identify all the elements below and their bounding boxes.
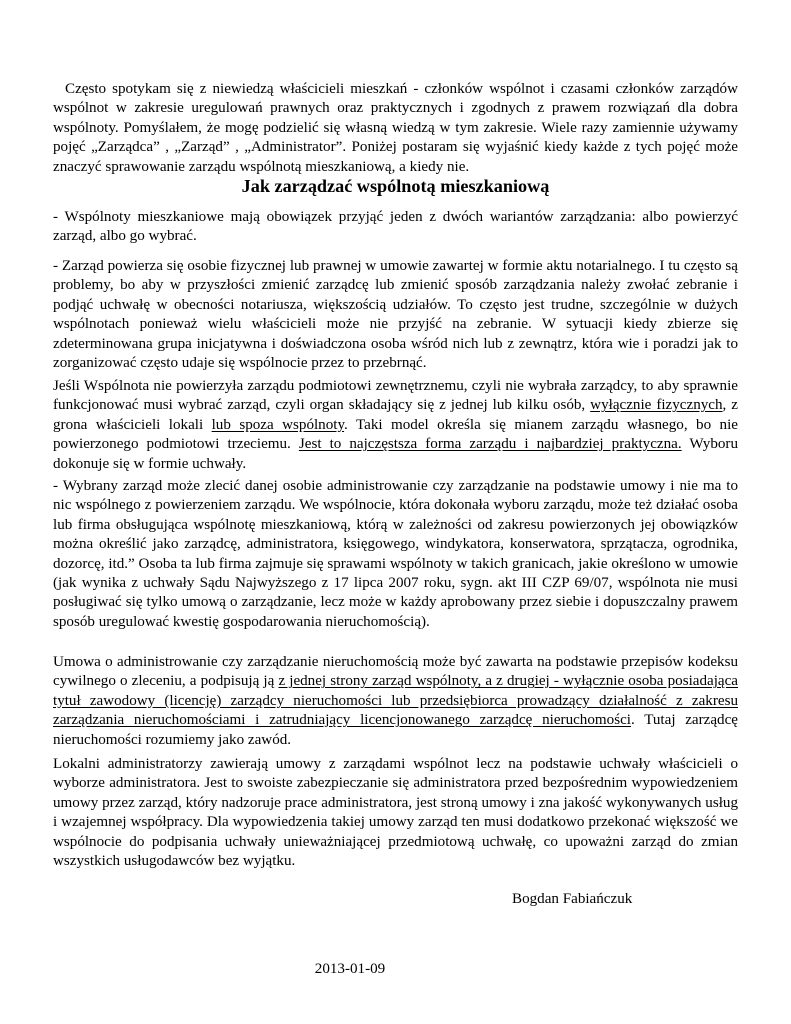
intro-paragraph: Często spotykam się z niewiedzą właścicieli mieszkań - członków wspólnot i czasami członków zarządów wspólnot w zakresie uregulowań prawnych oraz praktycznych i zgodnych z prawem rozwiązań dla dobra wspólnoty. Pomyślałem, że mogę podzielić się własną wiedzą w tym zakresie. Wiele razy zamiennie używamy pojęć „Zarządca” , „Zarząd” , „Administrator”. Poniżej postaram się wyjaśnić kiedy każde z tych pojęć może znaczyć sprawowanie zarządu wspólnotą mieszkaniową, a kiedy nie. — [53, 81, 738, 175]
underlined-text: z jednej strony zarząd wspólnoty, a z drugiej - wyłącznie osoba posiadająca tytuł zawodowy (licencję) zarządcy nieruchomości lub przedsiębiorca prowadzący działalność z zakresu zarządzania nieruchomościami i zatrudniający licencjonowanego zarządcę nieruchomości — [53, 673, 738, 729]
paragraph-contract — [53, 653, 738, 750]
paragraph-entrusted-management: - Zarząd powierza się osobie fizycznej lub prawnej w umowie zawartej w formie aktu notarialnego. I tu często są problemy, bo aby w przyszłości zmienić zarządcę lub zmienić sposób zarządzania należy zwołać zebranie i podjąć uchwałę w obecności notariusza, większością udziałów. To często jest trudne, szczególnie w dużych wspólnotach ponieważ wielu właścicieli może nie przyjść na zebranie. W sytuacji kiedy zbierze się zdeterminowana grupa inicjatywna i doświadczona osoba wśród nich lub z zewnątrz, która wie i poradzi jak to zorganizować często udaje się wspólnocie przez to przebrnąć. — [53, 258, 738, 372]
paragraph-local-administrators: Lokalni administratorzy zawierają umowy z zarządami wspólnot lecz na podstawie uchwały właścicieli o wyborze administratora. Jest to swoiste zabezpieczanie się administratora przed bezpośrednim wypowiedzeniem umowy przez zarząd, który nadzoruje prace administratora, jest stroną umowy i zna jakość wykonywanych usług i wzajemnej współpracy. Dla wypowiedzenia takiej umowy zarząd ten musi dodatkowo przekonać większość we wspólnocie do podpisania uchwały unieważniającej przedmiotową uchwałę, co upoważni zarząd do zmian wszystkich usługodawców bez wyjątku. — [53, 756, 738, 870]
paragraph-variants: - Wspólnoty mieszkaniowe mają obowiązek przyjąć jeden z dwóch wariantów zarządzania: albo powierzyć zarząd, albo go wybrać. — [53, 209, 738, 245]
text-run: Umowa o administrowanie czy zarządzanie nieruchomością może być zawarta na podstawie przepisów kodeksu cywilnego o zleceniu, a podpisują ją — [53, 654, 738, 690]
text-run: . Tutaj zarządcę nieruchomości rozumiemy jako zawód. — [53, 712, 739, 748]
paragraph-elected-board: - Wybrany zarząd może zlecić danej osobie administrowanie czy zarządzanie na podstawie umowy i nie ma to nic wspólnego z powierzeniem zarządu. We wspólnocie, która dokonała wyboru zarządu, może też działać osoba lub firma obsługująca wspólnotę mieszkaniową, którą w zależności od zakresu powierzonych jej obowiązków można określić jako zarządcę, administratora, księgowego, windykatora, konserwatora, sprzątacza, ogrodnika, dozorcę, itd.” Osoba ta lub firma zajmuje się sprawami wspólnoty w takich granicach, jakie określono w umowie (jak wynika z uchwały Sądu Najwyższego z 17 lipca 2007 roku, sygn. akt III CZP 69/07, wspólnota nie musi posługiwać się tylko umową o zarządzanie, lecz może w każdy aprobowany przez siebie i dopuszczalny prawem sposób uregulować kwestię gospodarowania nieruchomością). — [53, 478, 738, 630]
document-date: 2013-01-09 — [314, 961, 386, 977]
underlined-text: lub spoza wspólnoty — [211, 416, 345, 433]
underlined-text: Jest to najczęstsza forma zarządu i najbardziej praktyczna. — [298, 436, 682, 453]
text-run: . Taki model określa się mianem zarządu własnego, bo nie powierzonego podmiotowi trzeciemu. — [53, 416, 739, 453]
underlined-text: wyłącznie fizycznych — [590, 397, 723, 414]
text-run: Wyboru dokonuje się w formie uchwały. — [53, 436, 738, 472]
document-title: Jak zarządzać wspólnotą mieszkaniową — [241, 176, 550, 196]
text-run: Jeśli Wspólnota nie powierzyła zarządu podmiotowi zewnętrznemu, czyli nie wybrała zarządcy, to aby sprawnie funkcjonować musi wybrać zarząd, czyli organ składający się z jednej lub kilku osób, — [53, 378, 738, 414]
author-signature: Bogdan Fabiańczuk — [512, 891, 633, 907]
text-run: , z grona właścicieli lokali — [53, 397, 738, 433]
paragraph-own-management — [53, 377, 738, 474]
